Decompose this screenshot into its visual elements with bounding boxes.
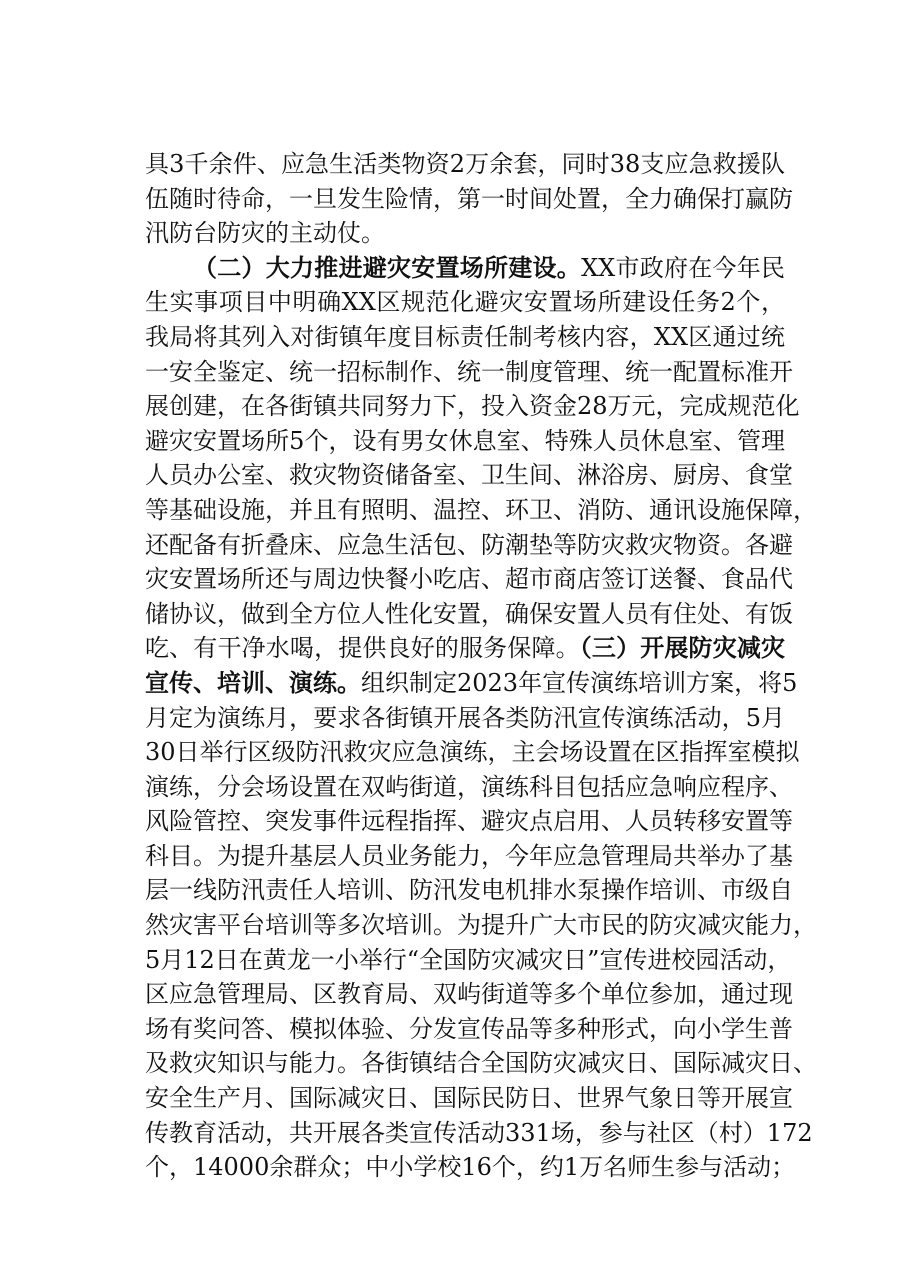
text-line: [145, 1116, 813, 1151]
text-line: [145, 528, 793, 563]
body-text-segment: 风险管控、突发事件远程指挥、避灾点启用、人员转移安置等: [145, 807, 793, 836]
body-text-segment: 及救灾知识与能力。各街镇结合全国防灾减灾日、国际减灾日、: [145, 1049, 817, 1078]
text-line: [145, 597, 793, 632]
text-line: [145, 1012, 793, 1047]
text-line: [145, 389, 800, 424]
body-text-segment: 展创建，在各街镇共同努力下，投入资金28万元，完成规范化: [145, 392, 800, 421]
body-text-segment: 人员办公室、救灾物资储备室、卫生间、淋浴房、厨房、食堂: [145, 461, 793, 490]
body-text-segment: 安全生产月、国际减灾日、国际民防日、世界气象日等开展宣: [145, 1084, 793, 1113]
body-text-segment: 然灾害平台培训等多次培训。为提升广大市民的防灾减灾能力，: [145, 911, 817, 940]
body-text-segment: 层一线防汛责任人培训、防汛发电机排水泵操作培训、市级自: [145, 876, 793, 905]
bold-heading-text: （二）大力推进避灾安置场所建设。: [193, 252, 582, 282]
text-line: [145, 493, 817, 528]
body-text-segment: 生实事项目中明确XX区规范化避灾安置场所建设任务2个，: [145, 288, 785, 317]
body-text-segment: 储协议，做到全方位人性化安置，确保安置人员有住处、有饭: [145, 599, 793, 628]
text-line: [145, 147, 785, 182]
body-text-segment: 30日举行区级防汛救灾应急演练，主会场设置在区指挥室模拟: [145, 738, 800, 767]
text-line: [145, 562, 793, 597]
body-text-segment: 还配备有折叠床、应急生活包、防潮垫等防灾救灾物资。各避: [145, 530, 793, 559]
text-line: [145, 182, 793, 217]
body-text-segment: 伍随时待命，一旦发生险情，第一时间处置，全力确保打赢防: [145, 184, 793, 213]
text-line: [145, 839, 793, 874]
body-text: [145, 147, 817, 1185]
body-text-segment: 具3千余件、应急生活类物资2万余套，同时38支应急救援队: [145, 150, 785, 178]
body-text-segment: 5月12日在黄龙一小举行“全国防灾减灾日”宣传进校园活动，: [145, 945, 792, 974]
text-line: [145, 666, 798, 701]
text-line: [145, 320, 785, 355]
text-line: [145, 873, 793, 908]
text-line: [145, 251, 785, 286]
body-text-segment: 避灾安置场所5个，设有男女休息室、特殊人员休息室、管理: [145, 426, 785, 455]
bold-heading-text: 宣传、培训、演练。: [145, 667, 361, 697]
body-text-segment: 吃、有干净水喝，提供良好的服务保障。: [145, 634, 580, 663]
bold-heading-text: （三）开展防灾减灾: [579, 633, 786, 663]
body-text-segment: 汛防台防灾的主动仗。: [145, 219, 385, 248]
body-text-segment: 灾安置场所还与周边快餐小吃店、超市商店签订送餐、食品代: [145, 565, 793, 594]
text-line: [145, 458, 793, 493]
body-text-segment: 传教育活动，共开展各类宣传活动331场，参与社区（村）172: [145, 1118, 813, 1147]
body-text-segment: 月定为演练月，要求各街镇开展各类防汛宣传演练活动，5月: [145, 703, 785, 732]
text-line: [145, 631, 785, 666]
text-line: [145, 943, 792, 978]
body-text-segment: 场有奖问答、模拟体验、分发宣传品等多种形式，向小学生普: [145, 1014, 793, 1043]
body-text-segment: 演练，分会场设置在双屿街道，演练科目包括应急响应程序、: [145, 772, 793, 801]
body-text-segment: XX市政府在今年民: [581, 253, 786, 282]
text-line: [145, 285, 785, 320]
body-text-segment: 区应急管理局、区教育局、双屿街道等多个单位参加，通过现: [145, 980, 793, 1009]
text-line: [145, 977, 793, 1012]
body-text-segment: 等基础设施，并且有照明、温控、环卫、消防、通讯设施保障，: [145, 495, 817, 524]
body-text-segment: 我局将其列入对街镇年度目标责任制考核内容，XX区通过统: [145, 322, 785, 351]
text-line: [145, 1046, 817, 1081]
body-text-segment: 个，14000余群众；中小学校16个，约1万名师生参与活动；: [145, 1153, 796, 1182]
text-line: [145, 770, 793, 805]
body-text-segment: 组织制定2023年宣传演练培训方案，将5: [361, 668, 798, 697]
text-line: [145, 701, 785, 736]
body-text-segment: 一安全鉴定、统一招标制作、统一制度管理、统一配置标准开: [145, 357, 793, 386]
text-line: [145, 908, 817, 943]
text-line: [145, 216, 785, 251]
text-line: [145, 735, 800, 770]
text-line: [145, 804, 793, 839]
text-line: [145, 1150, 796, 1185]
text-line: [145, 355, 793, 390]
body-text-segment: 科目。为提升基层人员业务能力，今年应急管理局共举办了基: [145, 841, 793, 870]
text-line: [145, 1081, 793, 1116]
text-line: [145, 424, 785, 459]
